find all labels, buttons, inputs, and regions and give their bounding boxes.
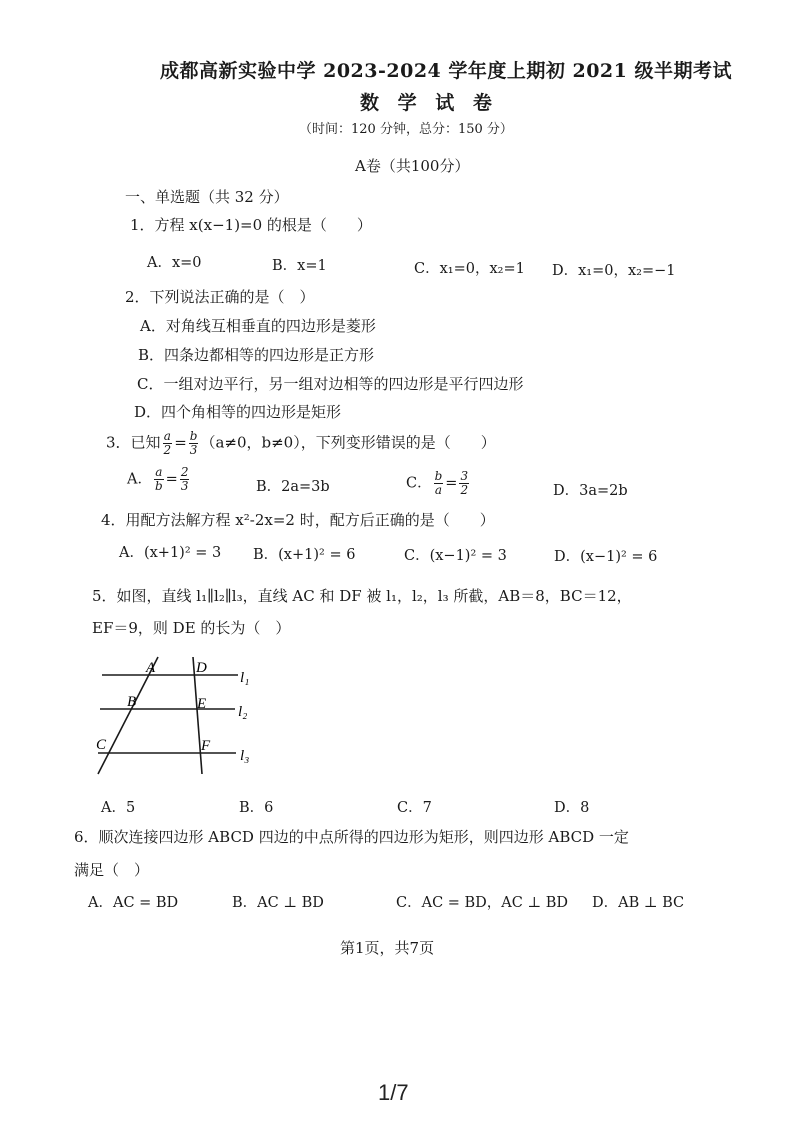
q3-fraction-b bbox=[189, 430, 199, 457]
q3-fraction-a bbox=[163, 430, 173, 457]
q4-stem: 4．用配方法解方程 x²-2x=2 时，配方后正确的是（ ） bbox=[101, 511, 495, 529]
q3-stem-suffix: （a≠0，b≠0），下列变形错误的是（ ） bbox=[200, 433, 496, 452]
q3-option-c-frac1 bbox=[434, 470, 444, 497]
q3-stem: 3．已知 $\frac{a}{2}$ = $\frac{b}{3}$ （a≠0，b≠0），下列变形错误的是（ ） bbox=[106, 429, 496, 457]
q3-option-c-frac2 bbox=[459, 470, 469, 497]
q5-option-c: C．7 bbox=[397, 800, 432, 816]
q3-option-d: D．3a=2b bbox=[553, 483, 628, 499]
q2-option-c: C．一组对边平行，另一组对边相等的四边形是平行四边形 bbox=[137, 375, 524, 393]
q4-option-a: A．(x+1)² = 3 bbox=[119, 545, 222, 561]
q3-option-a-frac2 bbox=[180, 466, 190, 493]
q3-frac-a-num: a bbox=[163, 429, 171, 443]
q4-option-d: D．(x−1)² = 6 bbox=[554, 549, 658, 565]
q3-option-c-frac2-den: 2 bbox=[460, 483, 469, 497]
q6-option-b: B．AC ⊥ BD bbox=[232, 895, 324, 911]
q1-option-d: D．x₁=0，x₂=−1 bbox=[552, 263, 676, 279]
exam-info: （时间：120 分钟，总分：150 分） bbox=[299, 122, 513, 137]
point-f-label: F bbox=[201, 738, 211, 754]
line-l3-label: l₃ bbox=[240, 748, 250, 764]
q3-option-c-prefix: C． bbox=[406, 475, 432, 492]
q3-frac-a-den: 2 bbox=[163, 443, 172, 457]
q3-option-a: A． $\frac{a}{b}$ = $\frac{2}{3}$ bbox=[127, 465, 189, 493]
q6-option-d: D．AB ⊥ BC bbox=[592, 895, 685, 911]
q3-option-a-frac1-num: a bbox=[155, 465, 163, 479]
part1-heading: 一、单选题（共 32 分） bbox=[125, 188, 289, 206]
page-info: 第1页，共7页 bbox=[340, 939, 435, 957]
q3-option-c-frac2-num: 3 bbox=[460, 469, 469, 483]
q3-option-a-frac1 bbox=[154, 466, 164, 493]
q4-option-c: C．(x−1)² = 3 bbox=[404, 548, 507, 564]
point-b-label: B bbox=[127, 694, 137, 710]
section-a-heading: A卷（共100分） bbox=[355, 157, 470, 175]
line-l1-label: l₁ bbox=[240, 670, 250, 686]
q2-option-b: B．四条边都相等的四边形是正方形 bbox=[138, 346, 375, 364]
q1-option-b: B．x=1 bbox=[272, 258, 327, 274]
q3-frac-b-den: 3 bbox=[189, 443, 198, 457]
q2-option-a: A．对角线互相垂直的四边形是菱形 bbox=[140, 317, 376, 335]
subject-title: 数 学 试 卷 bbox=[360, 92, 498, 114]
point-a-label: A bbox=[146, 660, 156, 676]
point-d-label: D bbox=[196, 660, 207, 676]
q4-option-b: B．(x+1)² = 6 bbox=[253, 547, 356, 563]
q3-option-a-prefix: A． bbox=[127, 471, 152, 488]
q6-stem-line1: 6．顺次连接四边形 ABCD 四边的中点所得的四边形为矩形，则四边形 ABCD 一定 bbox=[74, 828, 629, 846]
q3-option-a-frac2-den: 3 bbox=[180, 479, 189, 493]
q5-option-a: A．5 bbox=[101, 800, 136, 816]
q6-option-c: C．AC = BD，AC ⊥ BD bbox=[396, 895, 569, 911]
q3-option-a-frac1-den: b bbox=[154, 479, 163, 493]
point-c-label: C bbox=[96, 737, 107, 753]
q3-option-a-frac2-num: 2 bbox=[180, 465, 189, 479]
q6-option-a: A．AC = BD bbox=[88, 895, 179, 911]
q5-option-b: B．6 bbox=[239, 800, 274, 816]
page-indicator: 1/7 bbox=[378, 1080, 409, 1105]
parallel-lines-figure bbox=[90, 652, 270, 782]
q1-option-a: A．x=0 bbox=[147, 255, 202, 271]
q5-stem-line1: 5．如图，直线 l₁∥l₂∥l₃，直线 AC 和 DF 被 l₁，l₂，l₃ 所截，AB＝8，BC＝12， bbox=[92, 587, 632, 605]
q5-stem-line2: EF＝9，则 DE 的长为（ ） bbox=[92, 619, 291, 637]
q3-option-c: C． $\frac{b}{a}$ = $\frac{3}{2}$ bbox=[406, 469, 469, 497]
exam-title: 成都高新实验中学 2023-2024 学年度上期初 2021 级半期考试 bbox=[160, 60, 732, 82]
q5-option-d: D．8 bbox=[554, 800, 590, 816]
q2-stem: 2．下列说法正确的是（ ） bbox=[125, 288, 315, 306]
q3-frac-b-num: b bbox=[189, 429, 198, 443]
q1-stem: 1．方程 x(x−1)=0 的根是（ ） bbox=[130, 216, 372, 234]
q3-option-b: B．2a=3b bbox=[256, 479, 330, 495]
q3-option-c-frac1-num: b bbox=[434, 469, 443, 483]
q6-stem-line2: 满足（ ） bbox=[74, 861, 150, 879]
line-l2-label: l₂ bbox=[238, 704, 248, 720]
q2-option-d: D．四个角相等的四边形是矩形 bbox=[134, 403, 342, 421]
q3-stem-prefix: 3．已知 bbox=[106, 433, 161, 452]
q3-option-c-frac1-den: a bbox=[434, 483, 443, 497]
q1-option-c: C．x₁=0，x₂=1 bbox=[414, 261, 525, 277]
point-e-label: E bbox=[197, 696, 207, 712]
